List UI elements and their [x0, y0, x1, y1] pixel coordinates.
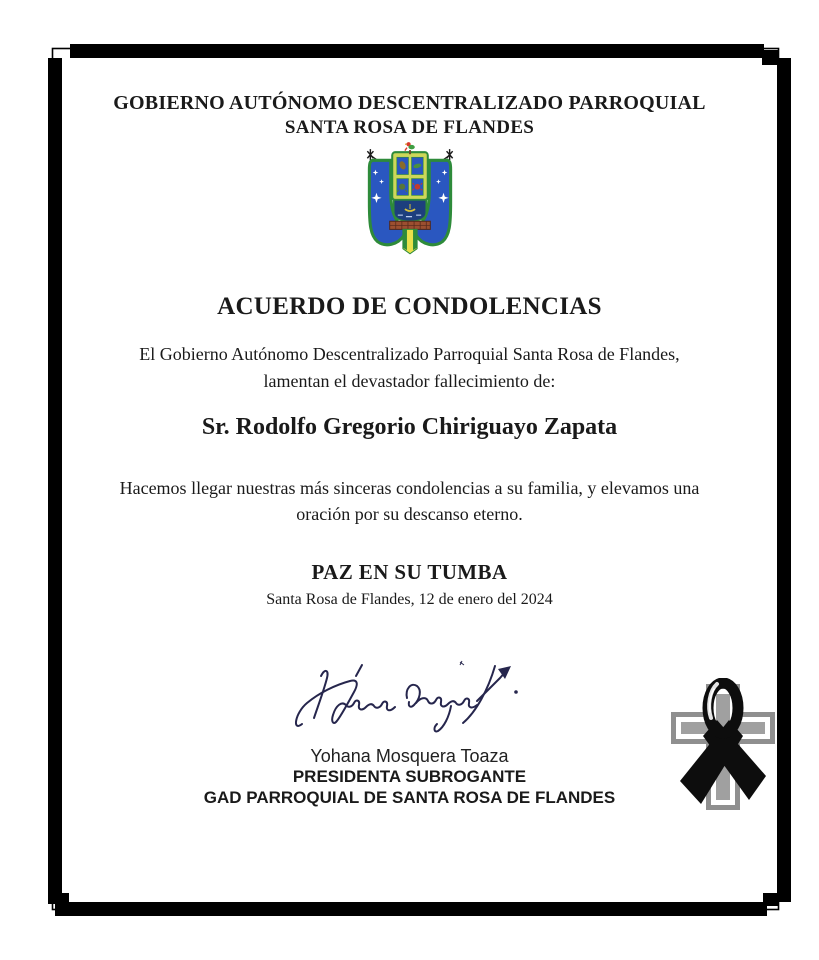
document-title: ACUERDO DE CONDOLENCIAS: [217, 293, 602, 320]
dateline: Santa Rosa de Flandes, 12 de enero del 2024: [266, 591, 553, 608]
signer-org: GAD PARROQUIAL DE SANTA ROSA DE FLANDES: [203, 788, 616, 807]
header-line-2: SANTA ROSA DE FLANDES: [284, 117, 535, 138]
header-line-1: GOBIERNO AUTÓNOMO DESCENTRALIZADO PARROQUIAL: [113, 92, 706, 114]
deceased-name: Sr. Rodolfo Gregorio Chiriguayo Zapata: [201, 414, 618, 440]
intro-line-1: El Gobierno Autónomo Descentralizado Parroquial Santa Rosa de Flandes,: [139, 344, 680, 364]
signature-image: [290, 656, 530, 751]
intro-line-2: lamentan el devastador fallecimiento de:: [263, 371, 556, 391]
condolence-line-2: oración por su descanso eterno.: [296, 504, 523, 524]
parish-coat-of-arms-icon: [361, 141, 459, 274]
condolence-line-1: Hacemos llegar nuestras más sinceras condolencias a su familia, y elevamos una: [119, 478, 700, 498]
mourning-ribbon-cross-icon: [652, 678, 784, 823]
closing-phrase: PAZ EN SU TUMBA: [311, 560, 508, 584]
signer-title: PRESIDENTA SUBROGANTE: [292, 767, 527, 786]
signer-name: Yohana Mosquera Toaza: [310, 746, 509, 766]
